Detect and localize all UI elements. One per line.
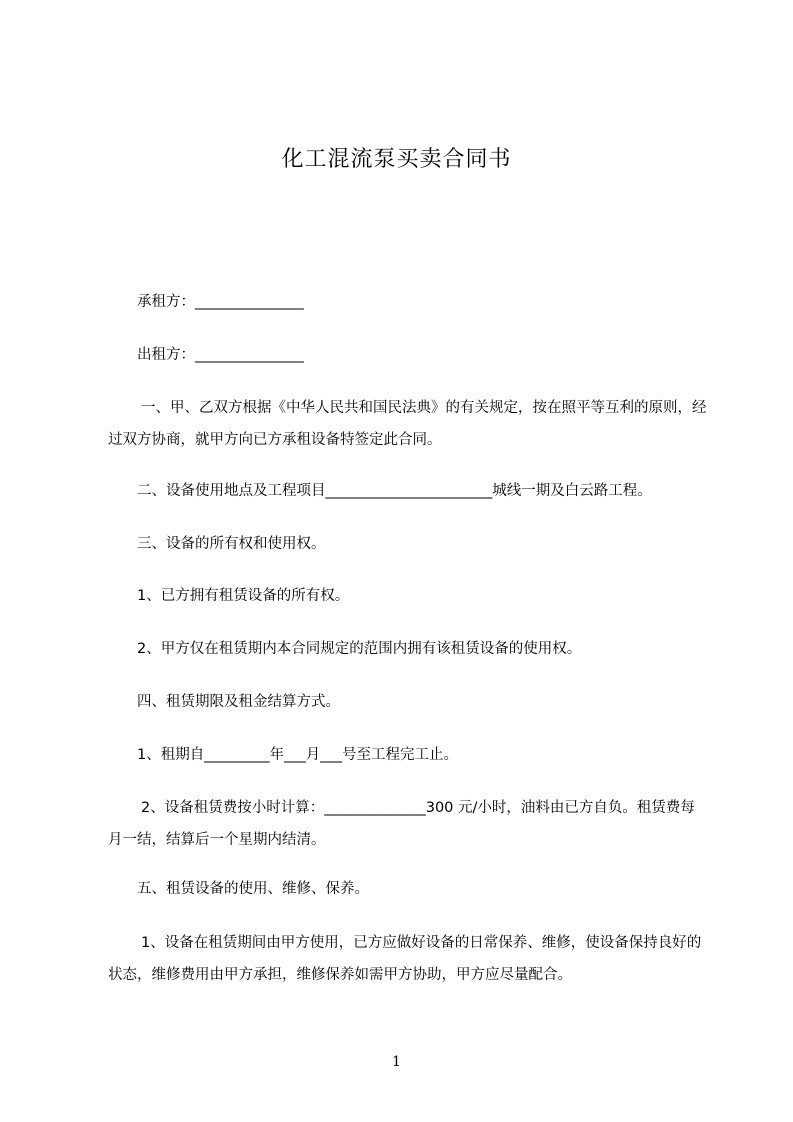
clause-5-heading: 五、租赁设备的使用、维修、保养。 — [137, 881, 369, 897]
clause-3-item-2: 2、甲方仅在租赁期内本合同规定的范围内拥有该租赁设备的使用权。 — [137, 641, 582, 657]
lessee-line: 承租方：_______________ — [137, 294, 304, 310]
clause-4-item-1: 1、租期自_________年___月___号至工程完工止。 — [137, 747, 458, 763]
clause-4-item-2: 2、设备租赁费按小时计算：______________300 元/小时，油料由已方自负。租赁费每月一结，结算后一个星期内结清。 — [108, 800, 695, 848]
clause-1: 一、甲、乙双方根据《中华人民共和国民法典》的有关规定，按在照平等互利的原则，经过双方协商，就甲方向已方承租设备特签定此合同。 — [108, 400, 707, 448]
clause-2: 二、设备使用地点及工程项目_______________________城线一期及白云路工程。 — [137, 483, 652, 499]
clause-4-heading: 四、租赁期限及租金结算方式。 — [137, 694, 340, 710]
clause-5-item-1: 1、设备在租赁期间由甲方使用，已方应做好设备的日常保养、维修，使设备保持良好的状态，维修费用由甲方承担，维修保养如需甲方协助，甲方应尽量配合。 — [108, 935, 702, 983]
lessor-line: 出租方：_______________ — [137, 347, 304, 363]
page-number: 1 — [392, 1054, 401, 1070]
clause-3-heading: 三、设备的所有权和使用权。 — [137, 536, 326, 552]
clause-3-item-1: 1、已方拥有租赁设备的所有权。 — [137, 588, 350, 604]
document-title: 化工混流泵买卖合同书 — [281, 147, 512, 172]
